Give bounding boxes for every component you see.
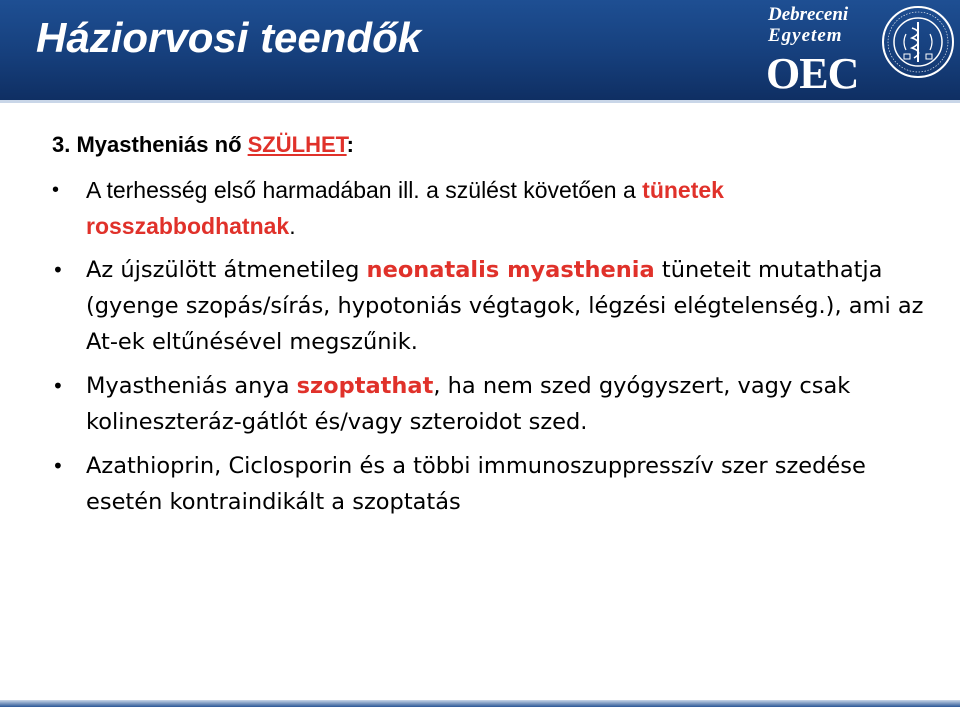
bullet-dot-icon: • [52, 374, 64, 398]
bullet-list [52, 172, 932, 520]
bullet-highlight: neonatalis myasthenia [366, 257, 655, 283]
list-item [52, 252, 932, 360]
bullet-text-end: tüneteit mutathatja (gyenge szopás/sírás, hypotoniás végtagok, légzési elégtelenség.), ami az At-ek eltűnésével megszűnik. [86, 257, 924, 355]
bullet-text: Myastheniás anya [86, 373, 297, 399]
university-logo [762, 2, 958, 98]
bullet-highlight: szoptathat [296, 373, 434, 399]
bullet-dot-icon: • [52, 454, 64, 478]
header-divider [0, 100, 960, 103]
logo-line1: Debreceni [768, 4, 849, 25]
list-item [52, 172, 932, 244]
section-heading [52, 132, 932, 158]
list-item [52, 368, 932, 440]
slide-content [52, 132, 932, 528]
bullet-text-end: , ha nem szed gyógyszert, vagy csak kolineszteráz-gátlót és/vagy szteroidot szed. [86, 373, 851, 435]
bullet-text: Az újszülött átmenetileg [86, 257, 367, 283]
bullet-dot-icon: • [52, 258, 64, 282]
bullet-dot-icon: • [52, 179, 60, 201]
logo-line2: Egyetem [768, 25, 843, 46]
page-title: Háziorvosi teendők [36, 14, 422, 61]
bullet-text-end: . [289, 213, 296, 239]
university-seal-icon [880, 4, 956, 80]
heading-prefix: 3. Myastheniás nő [52, 132, 248, 157]
bullet-text: A terhesség első harmadában ill. a szülést követően a [86, 177, 643, 203]
heading-accent: SZÜLHET [247, 132, 347, 157]
bullet-text: Azathioprin, Ciclosporin és a többi immunoszuppresszív szer szedése esetén kontraindikált a szoptatás [86, 453, 866, 515]
heading-suffix: : [346, 132, 354, 157]
footer-divider [0, 700, 960, 707]
bullet-highlight: tünetek rosszabbodhatnak [86, 177, 724, 239]
list-item [52, 448, 932, 520]
header-banner [0, 0, 960, 100]
logo-abbr: OEC [766, 49, 859, 98]
